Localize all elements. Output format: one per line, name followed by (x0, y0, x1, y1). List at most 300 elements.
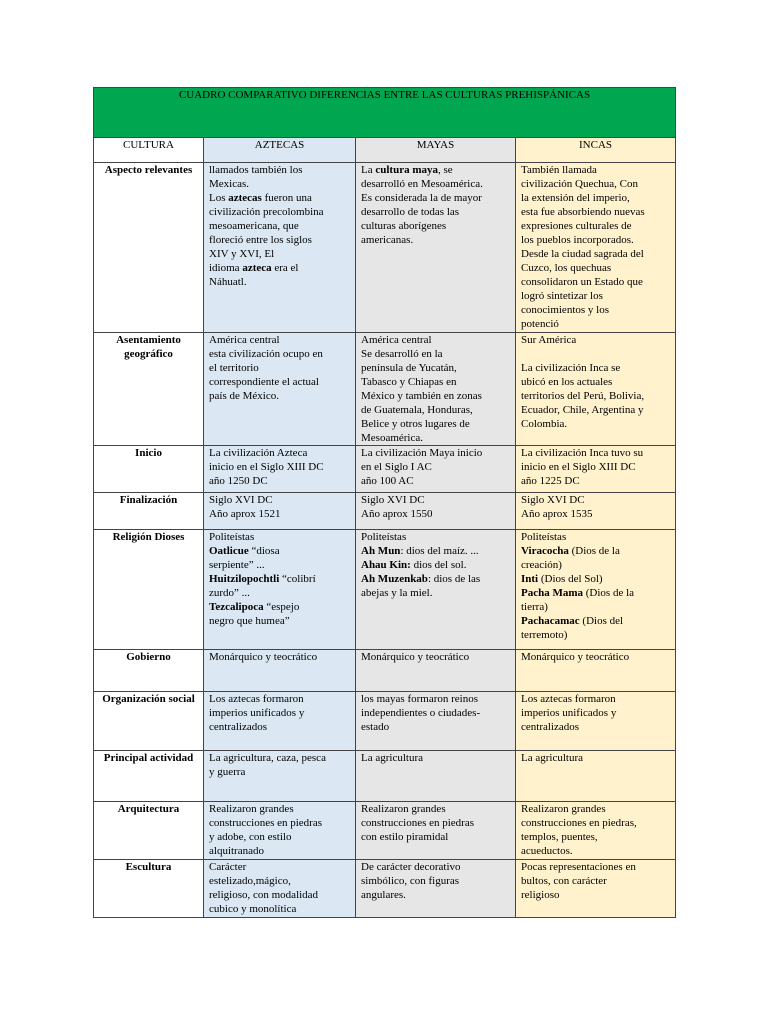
cell-line (209, 191, 350, 205)
line-text: centralizados (521, 721, 580, 733)
table-row (94, 530, 676, 650)
cell-line (209, 333, 350, 347)
cell-line (521, 375, 670, 389)
line-text: La agricultura (361, 752, 423, 764)
line-text: construcciones en piedras (361, 817, 475, 829)
cell-line (209, 558, 350, 572)
row-label: Escultura (94, 860, 204, 918)
cell-line (361, 191, 510, 205)
table-row (94, 333, 676, 446)
cell-incas (516, 163, 676, 333)
line-text: La (361, 164, 376, 176)
line-text: ubicó en los actuales (521, 376, 613, 388)
table-row (94, 860, 676, 918)
cell-line (521, 219, 670, 233)
line-text: de Guatemala, Honduras, (361, 404, 473, 416)
cell-line (521, 474, 670, 488)
line-text: abejas y la miel. (361, 587, 433, 599)
cell-line (209, 460, 350, 474)
cell-line (209, 586, 350, 600)
line-text: Realizaron grandes (209, 803, 294, 815)
cell-aztecas (204, 530, 356, 650)
line-text: desarrollo de todas las (361, 206, 460, 218)
line-text-after: “colibrí (279, 573, 316, 585)
line-text: Los (209, 192, 229, 204)
line-text: La civilización Azteca (209, 447, 308, 459)
cell-incas (516, 493, 676, 530)
cell-line (361, 650, 510, 664)
cell-line (361, 177, 510, 191)
cell-line (209, 902, 350, 916)
cell-line (209, 261, 350, 275)
line-text: tierra) (521, 601, 548, 613)
cell-line (521, 888, 670, 902)
line-text: religioso (521, 889, 560, 901)
cell-line (209, 844, 350, 858)
cell-line (209, 361, 350, 375)
title-row (94, 88, 676, 138)
table-title: CUADRO COMPARATIVO DIFERENCIAS ENTRE LAS CULTURAS PREHISPÁNICAS (94, 88, 676, 138)
line-text: esta fue absorbiendo nuevas (521, 206, 645, 218)
cell-line (521, 460, 670, 474)
line-text-after: fueron una (261, 192, 312, 204)
cell-line (209, 888, 350, 902)
line-text-after: (Dios del (579, 615, 624, 627)
table-body (94, 88, 676, 918)
line-text-after: “espejo (263, 601, 300, 613)
cell-line (521, 333, 670, 347)
line-text: logró sintetizar los (521, 290, 603, 302)
cell-aztecas (204, 860, 356, 918)
line-text: Carácter (209, 861, 247, 873)
cell-line (361, 233, 510, 247)
cell-line (361, 706, 510, 720)
cell-line (209, 375, 350, 389)
line-bold-text: Ah Mun (361, 545, 401, 557)
cell-line (521, 493, 670, 507)
line-text: Pocas representaciones en (521, 861, 636, 873)
line-text: culturas aborígenes (361, 220, 447, 232)
line-text-after: (Dios de la (583, 587, 635, 599)
row-label: Asentamiento geográfico (94, 333, 204, 446)
line-text: con estilo piramidal (361, 831, 449, 843)
line-text: americanas. (361, 234, 414, 246)
line-text: península de Yucatán, (361, 362, 457, 374)
cell-line (361, 163, 510, 177)
cell-line (521, 303, 670, 317)
line-text: el territorio (209, 362, 259, 374)
line-text: en el Siglo I AC (361, 461, 432, 473)
line-text: imperios unificados y (521, 707, 617, 719)
line-text: y guerra (209, 766, 246, 778)
line-text: La civilización Inca se (521, 362, 621, 374)
cell-line (209, 751, 350, 765)
line-text-after: dios del sol. (410, 559, 467, 571)
cell-line (361, 860, 510, 874)
line-text: alquitranado (209, 845, 264, 857)
line-bold-text: Oatlicue (209, 545, 249, 557)
line-bold-text: Pacha Mama (521, 587, 584, 599)
line-text: Monárquico y teocrático (521, 651, 630, 663)
cell-line (209, 247, 350, 261)
cell-incas (516, 860, 676, 918)
cell-aztecas (204, 333, 356, 446)
line-text: estelizado,mágico, (209, 875, 291, 887)
cell-line (361, 375, 510, 389)
cell-line (521, 816, 670, 830)
cell-line (361, 816, 510, 830)
line-text: Politeístas (521, 531, 567, 543)
line-text: XIV y XVI, El (209, 248, 275, 260)
row-label: Gobierno (94, 650, 204, 692)
cell-line (521, 191, 670, 205)
header-aztecas: AZTECAS (204, 138, 356, 163)
line-text: México y también en zonas (361, 390, 482, 402)
cell-line (521, 802, 670, 816)
line-text: La agricultura (521, 752, 583, 764)
line-text: y adobe, con estilo (209, 831, 292, 843)
cell-line (361, 431, 510, 445)
cell-line (521, 247, 670, 261)
table-row (94, 493, 676, 530)
line-text: Es considerada la de mayor (361, 192, 482, 204)
cell-line (209, 860, 350, 874)
line-bold-text: Ahau Kin: (361, 559, 411, 571)
cell-line (521, 650, 670, 664)
line-text: Sur América (521, 334, 577, 346)
line-text: esta civilización ocupo en (209, 348, 323, 360)
line-text: También llamada (521, 164, 597, 176)
cell-mayas (356, 163, 516, 333)
cell-aztecas (204, 163, 356, 333)
cell-line (521, 163, 670, 177)
cell-line (521, 874, 670, 888)
cell-line (209, 530, 350, 544)
line-text: La civilización Maya inicio (361, 447, 483, 459)
cell-line (361, 720, 510, 734)
cell-aztecas (204, 650, 356, 692)
line-text: templos, puentes, (521, 831, 598, 843)
cell-aztecas (204, 446, 356, 493)
cell-line (209, 692, 350, 706)
line-text: floreció entre los siglos (209, 234, 312, 246)
line-text: conocimientos y los (521, 304, 609, 316)
row-label: Aspecto relevantes (94, 163, 204, 333)
cell-mayas (356, 860, 516, 918)
cell-line (361, 389, 510, 403)
cell-line (521, 403, 670, 417)
line-text: Siglo XVI DC (361, 494, 425, 506)
line-text: Realizaron grandes (361, 803, 446, 815)
line-text: De carácter decorativo (361, 861, 461, 873)
cell-line (361, 347, 510, 361)
cell-line (361, 417, 510, 431)
line-text: angulares. (361, 889, 406, 901)
line-text: Cuzco, los quechuas (521, 262, 612, 274)
cell-line (209, 802, 350, 816)
cell-incas (516, 751, 676, 802)
cell-line (521, 558, 670, 572)
line-text: Siglo XVI DC (521, 494, 585, 506)
table-row (94, 650, 676, 692)
line-text: Año aprox 1521 (209, 508, 281, 520)
cell-incas (516, 692, 676, 751)
cell-line (521, 614, 670, 628)
cell-line (521, 446, 670, 460)
cell-incas (516, 802, 676, 860)
cell-line (209, 474, 350, 488)
cell-line (521, 389, 670, 403)
cell-mayas (356, 493, 516, 530)
line-text: Politeístas (361, 531, 407, 543)
cell-incas (516, 650, 676, 692)
header-cultura: CULTURA (94, 138, 204, 163)
line-text: imperios unificados y (209, 707, 305, 719)
cell-line (521, 417, 670, 431)
line-text: los mayas formaron reinos (361, 693, 478, 705)
line-text: los pueblos incorporados. (521, 234, 634, 246)
line-text: año 1250 DC (209, 475, 268, 487)
line-text: correspondiente el actual (209, 376, 319, 388)
cell-line (209, 614, 350, 628)
line-text-after: “diosa (248, 545, 280, 557)
line-text: La civilización Inca tuvo su (521, 447, 644, 459)
cell-line (521, 586, 670, 600)
cell-mayas (356, 530, 516, 650)
line-text: Los aztecas formaron (209, 693, 304, 705)
cell-line (209, 507, 350, 521)
cell-incas (516, 333, 676, 446)
cell-aztecas (204, 751, 356, 802)
cell-line (209, 572, 350, 586)
line-text: expresiones culturales de (521, 220, 632, 232)
line-text: estado (361, 721, 390, 733)
line-text: religioso, con modalidad (209, 889, 319, 901)
line-text: Mesoamérica. (361, 432, 423, 444)
table-row (94, 692, 676, 751)
cell-line (361, 333, 510, 347)
cell-mayas (356, 446, 516, 493)
line-text-after: : dios del maíz. ... (400, 545, 479, 557)
row-label: Finalización (94, 493, 204, 530)
cell-line (209, 493, 350, 507)
cell-line (361, 219, 510, 233)
table-row (94, 446, 676, 493)
line-text: desarrolló en Mesoamérica. (361, 178, 483, 190)
line-text: inicio en el Siglo XIII DC (209, 461, 324, 473)
line-text: Belice y otros lugares de (361, 418, 470, 430)
line-text: mesoamericana, que (209, 220, 299, 232)
cell-line (361, 446, 510, 460)
row-label: Inicio (94, 446, 204, 493)
cell-line (361, 493, 510, 507)
line-text: zurdo” ... (209, 587, 250, 599)
cell-incas (516, 530, 676, 650)
line-text: año 1225 DC (521, 475, 580, 487)
cell-line (521, 289, 670, 303)
line-text: Náhuatl. (209, 276, 247, 288)
line-bold-text: aztecas (228, 192, 262, 204)
cell-line (209, 720, 350, 734)
cell-line (521, 233, 670, 247)
line-text: Siglo XVI DC (209, 494, 273, 506)
line-bold-text: azteca (242, 262, 272, 274)
line-text: negro que humea” (209, 615, 290, 627)
line-text: civilización precolombina (209, 206, 324, 218)
line-text: la extensión del imperio, (521, 192, 630, 204)
line-text: Ecuador, Chile, Argentina y (521, 404, 644, 416)
cell-line (209, 233, 350, 247)
line-text: América central (361, 334, 432, 346)
cell-line (361, 751, 510, 765)
cell-line (209, 275, 350, 289)
line-text: idioma (209, 262, 243, 274)
comparison-table (93, 87, 676, 918)
line-bold-text: Pachacamac (521, 615, 580, 627)
table-row (94, 802, 676, 860)
cell-line (361, 544, 510, 558)
line-text: Año aprox 1535 (521, 508, 593, 520)
line-text: Año aprox 1550 (361, 508, 433, 520)
line-text: Se desarrolló en la (361, 348, 443, 360)
line-text: terremoto) (521, 629, 568, 641)
line-text: centralizados (209, 721, 268, 733)
cell-mayas (356, 692, 516, 751)
cell-incas (516, 446, 676, 493)
cell-line (361, 361, 510, 375)
cell-line (361, 830, 510, 844)
line-text: creación) (521, 559, 562, 571)
line-text: Tabasco y Chiapas en (361, 376, 457, 388)
table-row (94, 751, 676, 802)
cell-line (209, 389, 350, 403)
line-text: cubico y monolítica (209, 903, 297, 915)
line-text-after: (Dios del Sol) (538, 573, 603, 585)
cell-line (361, 403, 510, 417)
cell-line (521, 317, 670, 331)
header-row (94, 138, 676, 163)
cell-line (521, 177, 670, 191)
header-mayas: MAYAS (356, 138, 516, 163)
cell-line (521, 692, 670, 706)
cell-line (521, 261, 670, 275)
line-bold-text: Tezcalipoca (209, 601, 264, 613)
cell-line (521, 507, 670, 521)
cell-line (209, 347, 350, 361)
cell-line (521, 860, 670, 874)
cell-line (361, 572, 510, 586)
cell-line (521, 844, 670, 858)
cell-mayas (356, 802, 516, 860)
cell-line (209, 446, 350, 460)
line-text: América central (209, 334, 280, 346)
table-row (94, 163, 676, 333)
cell-line (209, 706, 350, 720)
cell-line (361, 874, 510, 888)
line-text: inicio en el Siglo XIII DC (521, 461, 636, 473)
line-gap (521, 347, 670, 361)
cell-line (209, 205, 350, 219)
line-text-after: : dios de las (427, 573, 481, 585)
cell-line (521, 600, 670, 614)
line-bold-text: Huitzilopochtli (209, 573, 280, 585)
line-text: Politeístas (209, 531, 255, 543)
line-text: Realizaron grandes (521, 803, 606, 815)
line-text: potenció (521, 318, 559, 330)
cell-line (361, 530, 510, 544)
cell-line (521, 751, 670, 765)
cell-line (361, 802, 510, 816)
cell-line (361, 205, 510, 219)
cell-line (209, 219, 350, 233)
line-bold-text: cultura maya (375, 164, 438, 176)
line-text: independientes o ciudades- (361, 707, 481, 719)
cell-line (521, 530, 670, 544)
row-label: Religión Dioses (94, 530, 204, 650)
line-text-after: (Dios de la (568, 545, 620, 557)
cell-aztecas (204, 692, 356, 751)
line-text: acueductos. (521, 845, 573, 857)
cell-mayas (356, 333, 516, 446)
cell-line (361, 586, 510, 600)
line-text: consolidaron un Estado que (521, 276, 643, 288)
line-text: Colombia. (521, 418, 568, 430)
cell-line (209, 163, 350, 177)
cell-line (521, 720, 670, 734)
cell-line (209, 177, 350, 191)
line-text: año 100 AC (361, 475, 414, 487)
cell-line (361, 692, 510, 706)
cell-line (209, 544, 350, 558)
line-bold-text: Viracocha (521, 545, 569, 557)
cell-line (521, 572, 670, 586)
cell-line (521, 706, 670, 720)
line-text: Mexicas. (209, 178, 250, 190)
cell-line (209, 650, 350, 664)
line-bold-text: Ah Muzenkab (361, 573, 428, 585)
cell-line (521, 628, 670, 642)
cell-line (521, 830, 670, 844)
cell-line (521, 275, 670, 289)
cell-aztecas (204, 802, 356, 860)
line-text-after: era el (271, 262, 299, 274)
line-text: civilización Quechua, Con (521, 178, 638, 190)
cell-line (361, 474, 510, 488)
line-text: Monárquico y teocrático (361, 651, 470, 663)
line-text: Desde la ciudad sagrada del (521, 248, 644, 260)
line-text: bultos, con carácter (521, 875, 607, 887)
cell-line (209, 816, 350, 830)
line-text: serpiente” ... (209, 559, 265, 571)
cell-line (209, 600, 350, 614)
line-text: simbólico, con figuras (361, 875, 460, 887)
row-label: Principal actividad (94, 751, 204, 802)
line-text-after: , se (438, 164, 453, 176)
line-text: construcciones en piedras (209, 817, 323, 829)
cell-line (521, 361, 670, 375)
line-bold-text: Inti (521, 573, 539, 585)
line-text: territorios del Perú, Bolivia, (521, 390, 645, 402)
line-text: país de México. (209, 390, 279, 402)
row-label: Arquitectura (94, 802, 204, 860)
cell-mayas (356, 751, 516, 802)
cell-line (521, 544, 670, 558)
cell-line (521, 205, 670, 219)
line-text: Monárquico y teocrático (209, 651, 318, 663)
cell-line (361, 460, 510, 474)
line-text: construcciones en piedras, (521, 817, 637, 829)
cell-aztecas (204, 493, 356, 530)
